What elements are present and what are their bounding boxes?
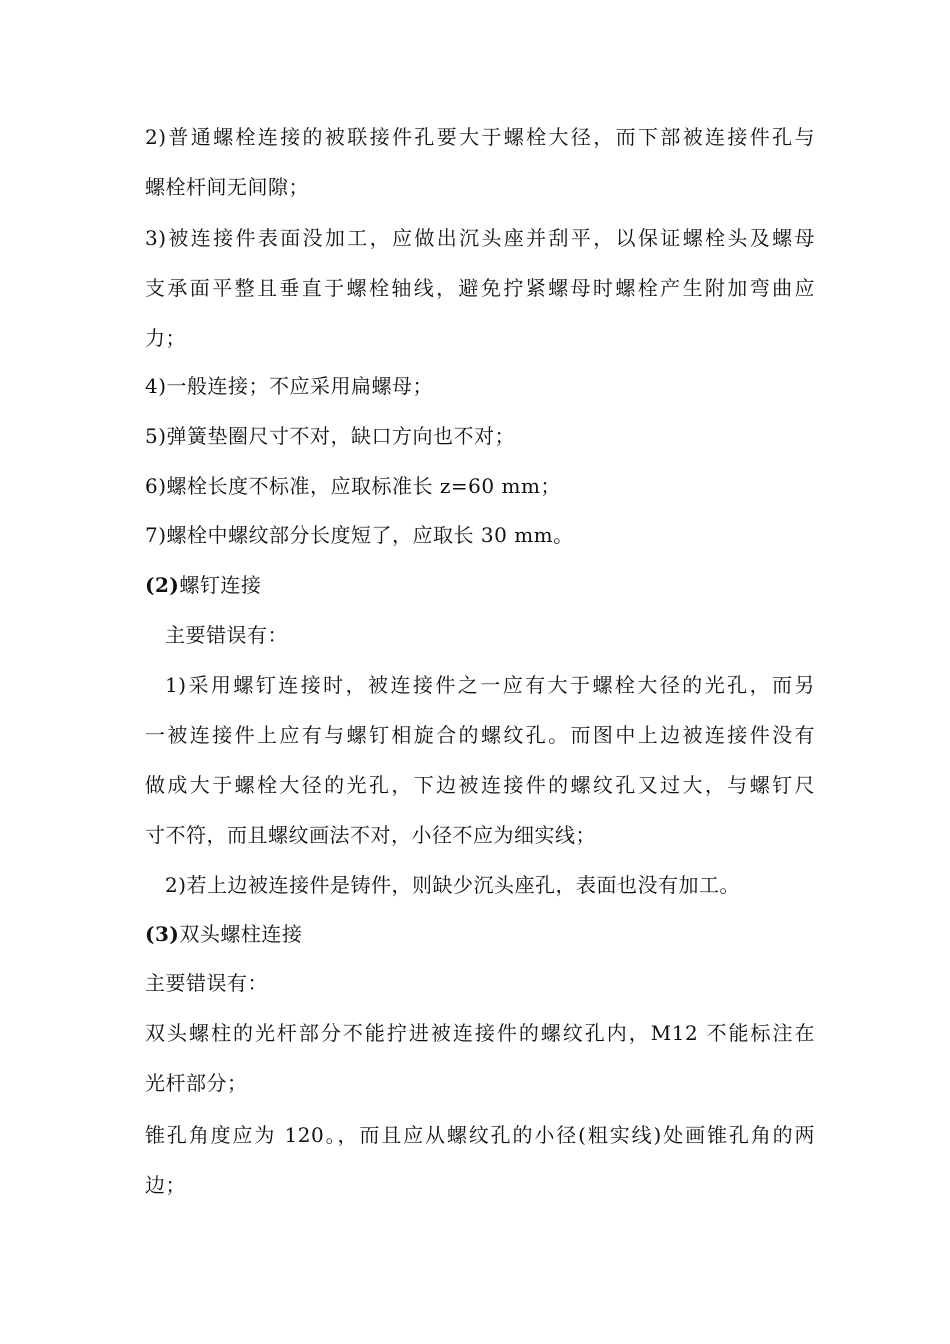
text-line: 双头螺柱的光杆部分不能拧进被连接件的螺纹孔内，M12 不能标注在 (145, 1021, 815, 1045)
text-line: 2)若上边被连接件是铸件，则缺少沉头座孔，表面也没有加工。 (165, 873, 741, 897)
text-line: 锥孔角度应为 120。，而且应从螺纹孔的小径(粗实线)处画锥孔角的两 (145, 1123, 815, 1147)
text-line: 寸不符，而且螺纹画法不对，小径不应为细实线； (145, 823, 596, 847)
text-line: 支承面平整且垂直于螺栓轴线，避免拧紧螺母时螺栓产生附加弯曲应 (145, 276, 815, 300)
section-heading-stud (145, 921, 815, 947)
text-line: 6)螺栓长度不标准，应取标准长 z=60 mm； (145, 474, 561, 498)
text-line: 7)螺栓中螺纹部分长度短了，应取长 30 mm。 (145, 523, 574, 547)
text-line: 3)被连接件表面没加工，应做出沉头座并刮平，以保证螺栓头及螺母 (145, 226, 815, 250)
text-line: 2)普通螺栓连接的被联接件孔要大于螺栓大径，而下部被连接件孔与 (145, 125, 815, 149)
text-line: 主要错误有： (165, 623, 288, 647)
text-line: 力； (145, 326, 186, 350)
text-line: 一被连接件上应有与螺钉相旋合的螺纹孔。而图中上边被连接件没有 (145, 723, 815, 747)
section-heading-screw (145, 572, 815, 598)
text-line: 螺栓杆间无间隙； (145, 175, 309, 199)
heading-number: (3) (145, 922, 180, 946)
heading-number: (2) (145, 573, 180, 597)
text-line: 5)弹簧垫圈尺寸不对，缺口方向也不对； (145, 424, 516, 448)
text-line: 主要错误有： (145, 971, 268, 995)
text-line: 4)一般连接；不应采用扁螺母； (145, 374, 434, 398)
text-line: 1)采用螺钉连接时，被连接件之一应有大于螺栓大径的光孔，而另 (165, 673, 815, 697)
heading-text: 螺钉连接 (179, 573, 262, 597)
heading-text: 双头螺柱连接 (179, 922, 303, 946)
text-line: 光杆部分； (145, 1071, 248, 1095)
text-line: 做成大于螺栓大径的光孔，下边被连接件的螺纹孔又过大，与螺钉尺 (145, 773, 815, 797)
text-line: 边； (145, 1173, 186, 1197)
document-page (145, 0, 815, 1344)
